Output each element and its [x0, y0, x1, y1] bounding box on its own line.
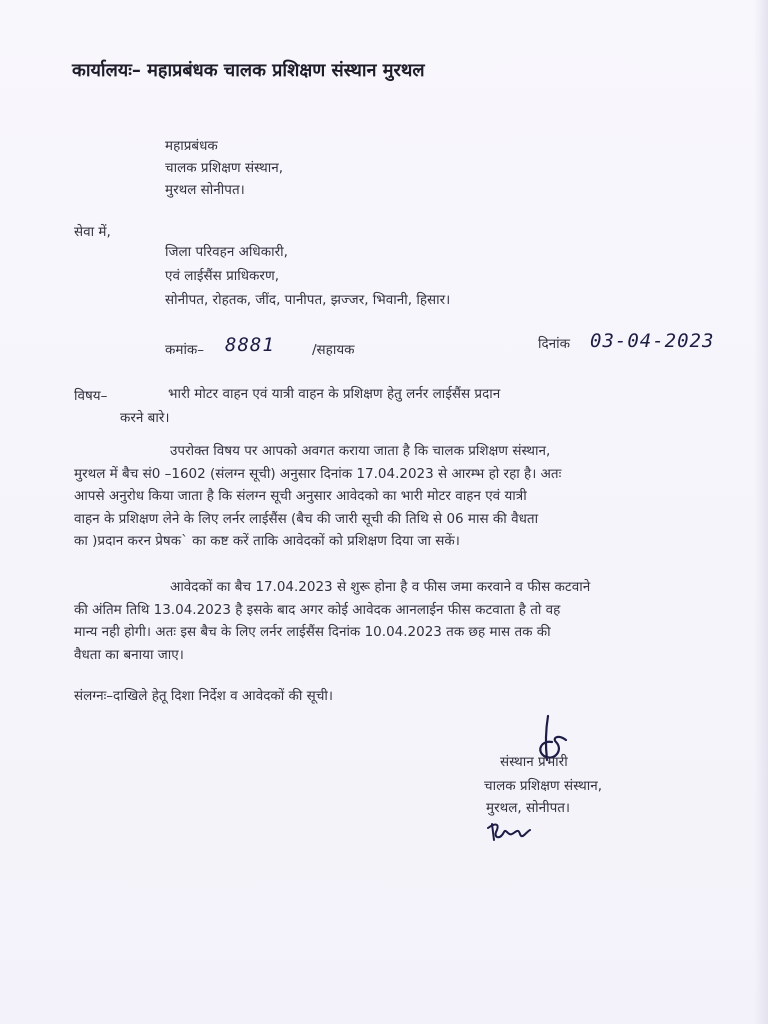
- subject-line-2: करने बारे।: [120, 410, 170, 426]
- enclosure-note: संलग्नः–दाखिले हेतू दिशा निर्देश व आवेदकों की सूची।: [74, 688, 333, 704]
- subject-line-1: भारी मोटर वाहन एवं यात्री वाहन के प्रशिक्षण हेतु लर्नर लाईसैंस प्रदान: [168, 386, 501, 402]
- kramank-number: 8881: [225, 334, 275, 356]
- signatory-designation: संस्थान प्रभारी: [500, 754, 568, 770]
- paragraph-1-line: आपसे अनुरोध किया जाता है कि संलग्न सूची अनुसार आवेदको का भारी मोटर वाहन एवं यात्री: [74, 488, 527, 504]
- paragraph-1-line: मुरथल में बैच सं0 –1602 (संलग्न सूची) अनुसार दिनांक 17.04.2023 से आरम्भ हो रहा है। अतः: [74, 465, 562, 482]
- date-label: दिनांक: [538, 336, 571, 352]
- paragraph-2-line: की अंतिम तिथि 13.04.2023 है इसके बाद अगर कोई आवेदक आनलाईन फीस कटवाता है तो वह: [74, 601, 561, 618]
- sender-institute: चालक प्रशिक्षण संस्थान,: [165, 160, 283, 176]
- paragraph-1-line: वाहन के प्रशिक्षण लेने के लिए लर्नर लाईसैंस (बैच की जारी सूची की तिथि से 06 मास की वैधता: [74, 510, 539, 527]
- paragraph-2: [74, 576, 726, 666]
- office-heading: कार्यालयः– महाप्रबंधक चालक प्रशिक्षण संस्थान मुरथल: [72, 60, 425, 81]
- paragraph-1-line: उपरोक्त विषय पर आपको अवगत कराया जाता है कि चालक प्रशिक्षण संस्थान,: [170, 443, 551, 459]
- signatory-location: मुरथल, सोनीपत।: [486, 800, 571, 816]
- paragraph-1: [74, 440, 726, 553]
- paragraph-2-line: वैधता का बनाया जाए।: [74, 646, 184, 663]
- kramank-label: कमांक–: [165, 342, 205, 358]
- signatory-institute: चालक प्रशिक्षण संस्थान,: [484, 778, 602, 794]
- initials-mark-icon: [484, 818, 534, 846]
- recipient-districts: सोनीपत, रोहतक, जींद, पानीपत, झज्जर, भिवानी, हिसार।: [165, 292, 451, 308]
- paragraph-2-line: मान्य नही होगी। अतः इस बैच के लिए लर्नर लाईसैंस दिनांक 10.04.2023 तक छह मास तक की: [74, 624, 551, 640]
- sender-location: मुरथल सोनीपत।: [165, 182, 245, 198]
- salutation: सेवा में,: [74, 224, 111, 240]
- page-edge-shadow: [754, 0, 768, 1024]
- paragraph-2-line: आवेदकों का बैच 17.04.2023 से शुरू होना है व फीस जमा करवाने व फीस कटवाने: [170, 579, 591, 595]
- date-value: 03-04-2023: [590, 330, 715, 352]
- paragraph-1-line: का )प्रदान करन प्रेषक` का कष्ट करें ताकि आवेदकों को प्रशिक्षण दिया जा सकें।: [74, 533, 460, 549]
- recipient-authority: एवं लाईसैंस प्राधिकरण,: [165, 268, 280, 284]
- kramank-suffix: /सहायक: [312, 342, 355, 358]
- sender-designation: महाप्रबंधक: [165, 138, 218, 154]
- recipient-officer: जिला परिवहन अधिकारी,: [165, 244, 288, 260]
- subject-label: विषय–: [74, 388, 108, 404]
